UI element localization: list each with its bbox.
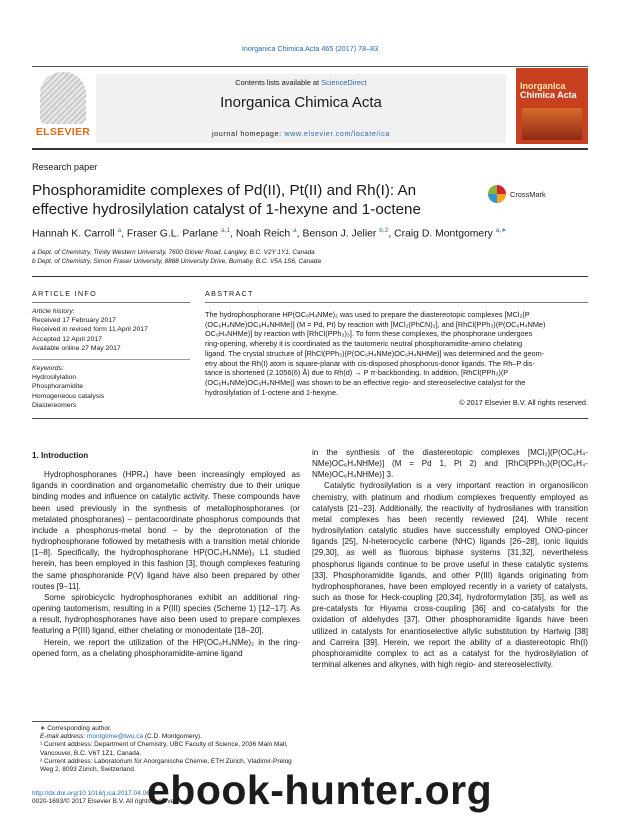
body-paragraph: Some spirobicyclic hydrophosphoranes exhibit an additional ring-opening tautomerism, resulting in a P(III) species (Scheme 1) [12–17]. As a result, hydrophosphoranes have also been used to prepare complexes featuring a P(III) ligand, either chelating or monodentate [18–20]. [32, 592, 300, 636]
body-paragraph: Hydrophosphoranes (HPR₄) have been increasingly employed as ligands in coordination and organometallic chemistry due to their unique binding modes and influence on catalytic activity. These compounds have been used previously in the synthesis of metallophosphoranes (or metalated phosphoranes) – pentacoordinate phosphorus compounds that include a phosphorus-metal bond – by the deprotonation of the hydrophosphorane followed by metathesis with a transition metal chloride [1–8]. Specifically, the hydrophosphorane HP(OC₆H₄NMe)₂ L1 studied herein, has been employed in this fashion [3], though complexes featuring the same phosphoranide P(V) ligand have also been prepared by other routes [9–11]. [32, 470, 300, 591]
abstract-line: The hydrophosphorane HP(OC₆H₄NMe)₂ was used to prepare the diastereotopic complexes [MCl₂(P [205, 310, 530, 319]
journal-cover[interactable] [516, 68, 588, 144]
author-name[interactable]: Craig D. Montgomery [394, 228, 493, 240]
abstract-rule [205, 302, 588, 303]
body-paragraph: Herein, we report the utilization of the HP(OC₆H₄NMe)₂ in the ring-opened form, as a chelating phosphoramidite-amine ligand [32, 637, 300, 658]
keyword: Hydrosilylation [32, 374, 77, 382]
elsevier-logo[interactable] [33, 72, 93, 144]
author-affil-mark[interactable]: a [117, 227, 122, 234]
footnote-rule [32, 721, 102, 722]
cover-title-line-1: Inorganica [520, 81, 566, 91]
journal-homepage [96, 129, 506, 138]
abstract-bottom-rule [32, 418, 588, 419]
author-name[interactable]: Hannah K. Carroll [32, 228, 115, 240]
article-type: Research paper [32, 162, 98, 172]
crossmark-label: CrossMark [510, 190, 546, 199]
abstract-heading: ABSTRACT [205, 289, 254, 298]
author-affil-mark[interactable]: a,1 [221, 227, 231, 234]
crossmark-badge[interactable] [488, 183, 588, 207]
homepage-link[interactable]: www.elsevier.com/locate/ica [284, 129, 391, 138]
homepage-prefix: journal homepage: [211, 129, 285, 138]
article-info-rule [32, 302, 190, 303]
article-title: Phosphoramidite complexes of Pd(II), Pt(II) and Rh(I): An effective hydrosilylation catalyst of 1-hexyne and 1-octene [32, 182, 421, 218]
keywords-label: Keywords: [32, 365, 64, 372]
watermark-text: ebook-hunter.org [147, 767, 493, 813]
abstract-line: hydrosilylation of 1-octene and 1-hexyne. [205, 387, 339, 397]
abstract-line: (OC₆H₄NMe)OC₆H₄NHMe)] was shown to be an effective regio- and stereoselective catalyst for the [205, 377, 526, 387]
abstract-line: tance is shortened (2.1056(6) Å) due to Rh(d) → P π-backbonding. In addition, [RhCl(PPh₃)(P [205, 368, 509, 378]
footnote-email [32, 733, 300, 741]
history-item: Accepted 12 April 2017 [32, 335, 102, 343]
abstract-line: (OC₆H₄NMe)OC₆H₄NHMe)] (M = Pd, Pt) by reaction with [MCl₂(PhCN)₂], and [RhCl(PPh₃)(P(OC₆H₄NMe) [205, 319, 546, 329]
article-info-heading: ARTICLE INFO [32, 289, 97, 298]
body-right-column [312, 447, 588, 670]
article-history [32, 307, 192, 353]
author-name[interactable]: Fraser G.L. Parlane [126, 228, 219, 240]
abstract-line: etry about the Rh(I) atom is square-planar with cis-disposed phosphorus-donor ligands. The Rh–P dis- [205, 358, 535, 368]
email-label: E-mail address: [40, 733, 87, 741]
elsevier-tree-icon [40, 72, 86, 124]
affiliation-b: b Dept. of Chemistry, Simon Fraser University, 8888 University Drive, Burnaby, B.C. V5A 1S6, Canada [32, 258, 321, 265]
keywords-rule [32, 359, 190, 360]
keywords [32, 364, 192, 410]
cover-title-line-2: Chimica Acta [520, 90, 577, 100]
abstract-line: OC₆H₄NHMe)] by reaction with [RhCl(PPh₃)₃]. To form these complexes, the phosphorane undergoes [205, 329, 533, 339]
author-affil-mark[interactable]: a,∗ [495, 227, 507, 234]
journal-title: Inorganica Chimica Acta [220, 94, 382, 111]
affiliation-rule [32, 276, 588, 277]
crossmark-icon [488, 185, 506, 203]
abstract-body [205, 310, 588, 397]
footnote-1: ¹ Current address: Department of Chemistry, UBC Faculty of Science, 2036 Main Mall, Vancouver, B.C. V6T 1Z1, Canada. [40, 741, 288, 757]
affiliation-a: a Dept. of Chemistry, Trinity Western University, 7600 Glover Road, Langley, B.C. V2Y 1Y1, Canada [32, 249, 315, 256]
footnote-2: ² Current address: Laboratorium für Anorganische Chemie, ETH Zürich, Vladimir-Prelog Weg 2, 8093 Zürich, Switzerland. [40, 757, 292, 774]
header-rule-bottom [32, 148, 588, 150]
body-left-column [32, 450, 300, 659]
doi-link[interactable]: http://dx.doi.org/10.1016/j.ica.2017.04.065 [32, 790, 154, 797]
keyword: Homogeneous catalysis [32, 392, 105, 400]
email-link[interactable]: montgome@twu.ca [86, 733, 144, 741]
abstract-line: ring-opening, whereby it is coordinated as the tautomeric neutral phosphoramidite-amino chelating [205, 339, 523, 349]
abstract-copyright: © 2017 Elsevier B.V. All rights reserved. [459, 398, 588, 407]
body-paragraph: Catalytic hydrosilylation is a very important reaction in organosilicon chemistry, with platinum and rhodium complexes frequently employed as catalysts [21–23]. Additionally, the reactivity of hydrosilanes with transition metal complexes has been recently reviewed [24]. While recent hydrosilylation catalytic studies have successfully employed ONO-pincer ligands [25], N-heterocyclic carbene (NHC) ligands [26–28], ionic liquids [29,30], as well as fluorous biphase systems [31,32], nevertheless phosphorus ligands continue to be prove useful in these catalytic systems [33]. Phosphoramidite ligands, and other P(III) ligands originating from hydrophosphoranes, have been employed recently in a variety of catalysts, such as those for Heck-coupling [20,34], hydroformylation [35], as well as pre-catalysts for Hiyama cross-coupling [36] and co-catalysts for the oxidation of aldehydes [37]. Other phosphoramidite ligands have been utilized in catalysts for enantioselective allylic substitution by Hartwig [38] and Carreira [39]. Herein, we report the ability of a diastereotopic Rh(I) phosphoramidite complex to act as a catalyst for the hydrosilylation of terminal alkenes and alkynes, with high regio- and stereoselectivity. [312, 481, 588, 669]
author-affil-mark[interactable]: b,2 [379, 227, 389, 234]
history-item: Received 17 February 2017 [32, 317, 116, 325]
elsevier-wordmark: ELSEVIER [35, 126, 91, 138]
author-name[interactable]: Benson J. Jelier [302, 228, 377, 240]
issn-line: 0020-1693/© 2017 Elsevier B.V. All rights reserved. [32, 798, 180, 806]
cover-artwork [522, 108, 582, 140]
footnote-corresponding: ∗ Corresponding author. [40, 725, 112, 732]
history-item: Available online 27 May 2017 [32, 344, 121, 352]
journal-citation[interactable]: Inorganica Chimica Acta 465 (2017) 78–83 [241, 44, 379, 53]
section-heading-introduction: 1. Introduction [32, 451, 89, 460]
email-suffix: (C.D. Montgomery). [143, 733, 202, 741]
contents-line [96, 78, 506, 87]
keyword: Diastereomers [32, 401, 77, 409]
keyword: Phosphoramidite [32, 383, 84, 391]
author-list: Hannah K. Carroll $^a$, Fraser G.L. Parlane $^{a,1}$, Noah Reich $^a$, Benson J. Jelier $^{b,2}$, Craig D. Montgomery $^{a,∗}$ [32, 227, 507, 240]
header-rule-top [32, 66, 588, 67]
author-affil-mark[interactable]: a [293, 227, 297, 234]
contents-prefix: Contents lists available at [235, 78, 322, 87]
author-name[interactable]: Noah Reich [235, 228, 291, 240]
history-label: Article history: [32, 308, 75, 315]
history-item: Received in revised form 11 April 2017 [32, 326, 148, 334]
abstract-line: ligand. The crystal structure of [RhCl(PPh₃)(P(OC₆H₄NMe)OC₆H₄NHMe)] was determined and the geom- [205, 348, 545, 358]
body-paragraph: in the synthesis of the diastereotopic complexes [MCl₂](P(OC₆H₄-NMe)OC₆H₄NHMe)] (M = Pd 1, Pt 2) and [RhCl(PPh₃)(P(OC₆H₄-NMe)OC₆H₄NHMe)] 3. [312, 448, 588, 480]
sciencedirect-link[interactable]: ScienceDirect [321, 78, 367, 87]
